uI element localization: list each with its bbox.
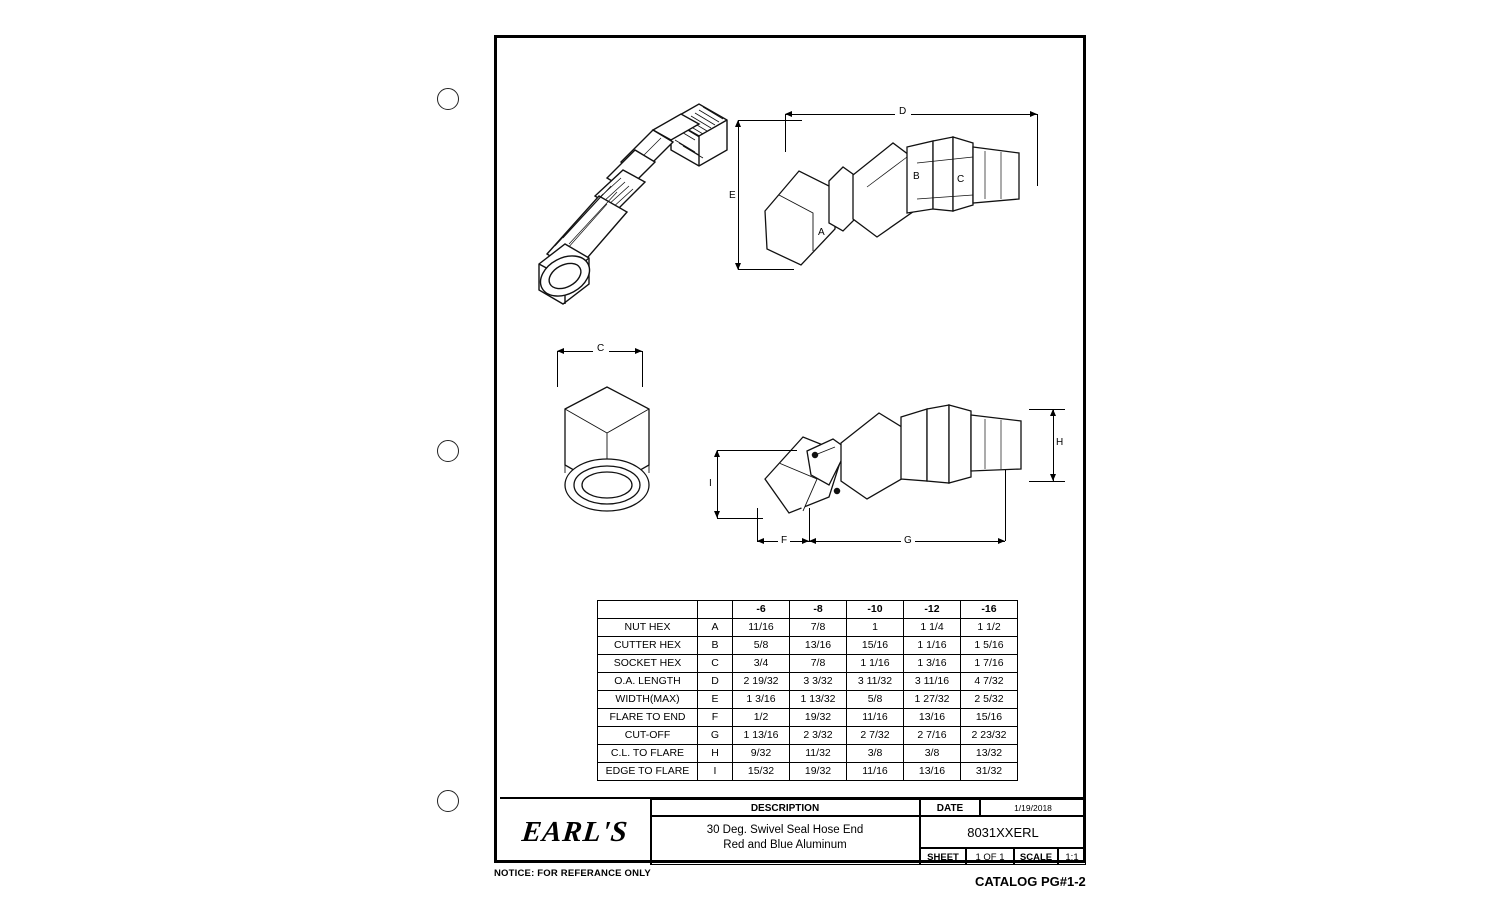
dim-i-arrow-up (714, 450, 720, 457)
table-cell: 3 11/32 (847, 673, 904, 691)
title-block (500, 797, 1086, 863)
dimension-label-h: H (1056, 437, 1064, 448)
table-cell: 1 13/16 (733, 727, 790, 745)
table-cell: 7/8 (790, 655, 847, 673)
dimension-line-d (785, 114, 1037, 115)
dim-c-arrow-left (557, 348, 564, 354)
table-cell: 7/8 (790, 619, 847, 637)
date-header: DATE (920, 799, 980, 816)
dim-h-ext-bottom (1029, 481, 1065, 482)
table-row-code: E (698, 691, 733, 709)
description-header: DESCRIPTION (650, 799, 920, 816)
table-row-code: G (698, 727, 733, 745)
table-cell: 1 7/16 (961, 655, 1018, 673)
table-cell: 13/16 (904, 763, 961, 781)
table-cell: 2 7/32 (847, 727, 904, 745)
dim-g-arrow-right (998, 538, 1005, 544)
end-view (547, 373, 667, 533)
table-cell: 5/8 (733, 637, 790, 655)
table-row-name: SOCKET HEX (598, 655, 698, 673)
table-cell: 15/32 (733, 763, 790, 781)
table-cell: 11/16 (847, 709, 904, 727)
description-line-1: 30 Deg. Swivel Seal Hose End (706, 824, 864, 836)
table-row-code: H (698, 745, 733, 763)
table-cell: 13/16 (904, 709, 961, 727)
table-cell: 15/16 (847, 637, 904, 655)
table-row (598, 709, 1018, 727)
table-cell: 1 1/16 (847, 655, 904, 673)
table-size-header-4: -16 (961, 601, 1018, 619)
dim-f-arrow-left (757, 538, 764, 544)
dim-f-arrow-right (802, 538, 809, 544)
table-cell: 2 5/32 (961, 691, 1018, 709)
table-row-name: CUTTER HEX (598, 637, 698, 655)
table-row (598, 673, 1018, 691)
notice-text: NOTICE: FOR REFERANCE ONLY (494, 868, 651, 879)
scale-header: SCALE (1014, 848, 1058, 865)
table-cell: 19/32 (790, 763, 847, 781)
dim-f-ext-left (757, 508, 758, 541)
table-row (598, 655, 1018, 673)
callout-label-b: B (913, 171, 920, 182)
table-cell: 1 13/32 (790, 691, 847, 709)
table-size-header-1: -8 (790, 601, 847, 619)
table-cell: 2 7/16 (904, 727, 961, 745)
table-header-row (598, 601, 1018, 619)
dim-h-ext-top (1029, 409, 1065, 410)
table-size-header-3: -12 (904, 601, 961, 619)
table-row-name: FLARE TO END (598, 709, 698, 727)
table-cell: 19/32 (790, 709, 847, 727)
table-cell: 1 1/2 (961, 619, 1018, 637)
catalog-page-text: CATALOG PG#1-2 (975, 874, 1086, 889)
dimension-label-c-top: C (593, 343, 609, 354)
table-corner-cell (598, 601, 698, 619)
table-row-name: C.L. TO FLARE (598, 745, 698, 763)
dim-c-ext-left (557, 351, 558, 387)
specification-table (597, 600, 1018, 781)
table-cell: 1 1/4 (904, 619, 961, 637)
table-row-name: CUT-OFF (598, 727, 698, 745)
dim-g-arrow-left (809, 538, 816, 544)
table-cell: 1/2 (733, 709, 790, 727)
table-cell: 1 3/16 (904, 655, 961, 673)
table-cell: 2 23/32 (961, 727, 1018, 745)
table-row (598, 763, 1018, 781)
table-row-name: EDGE TO FLARE (598, 763, 698, 781)
dim-g-ext-right (1005, 470, 1006, 541)
dim-i-ext-bottom (717, 518, 763, 519)
dimension-label-f: F (778, 535, 790, 546)
table-code-header (698, 601, 733, 619)
dim-d-ext-right (1037, 114, 1038, 186)
brand-logo (500, 799, 652, 865)
dim-e-ext-bottom (738, 269, 794, 270)
table-row-code: A (698, 619, 733, 637)
dim-c-ext-right (642, 351, 643, 387)
dimension-line-h (1053, 409, 1054, 481)
dim-h-arrow-down (1050, 474, 1056, 481)
dim-i-ext-top (717, 450, 797, 451)
dim-d-arrow-right (1030, 111, 1037, 117)
table-row-code: F (698, 709, 733, 727)
dim-e-ext-top (738, 120, 802, 121)
dimension-line-i (717, 450, 718, 518)
punch-hole-middle (437, 440, 459, 462)
sheet-header: SHEET (920, 848, 966, 865)
table-cell: 31/32 (961, 763, 1018, 781)
drawing-sheet (494, 35, 1086, 863)
date-value: 1/19/2018 (980, 799, 1086, 816)
side-profile-view (757, 133, 1032, 273)
dim-c-arrow-right (635, 348, 642, 354)
table-row-name: NUT HEX (598, 619, 698, 637)
dimension-line-e (738, 120, 739, 270)
callout-label-c: C (957, 174, 965, 185)
dim-d-arrow-left (785, 111, 792, 117)
table-cell: 13/32 (961, 745, 1018, 763)
table-row-code: I (698, 763, 733, 781)
table-cell: 2 19/32 (733, 673, 790, 691)
table-row (598, 619, 1018, 637)
table-cell: 2 3/32 (790, 727, 847, 745)
table-row (598, 727, 1018, 745)
table-cell: 3/4 (733, 655, 790, 673)
table-row-code: B (698, 637, 733, 655)
isometric-hose-end-illustration (503, 78, 753, 328)
table-cell: 4 7/32 (961, 673, 1018, 691)
table-cell: 1 27/32 (904, 691, 961, 709)
table-row (598, 745, 1018, 763)
table-row-name: WIDTH(MAX) (598, 691, 698, 709)
dimension-label-g: G (901, 535, 915, 546)
description-body (650, 816, 920, 865)
table-cell: 11/16 (733, 619, 790, 637)
table-row (598, 637, 1018, 655)
table-size-header-0: -6 (733, 601, 790, 619)
table-row-code: C (698, 655, 733, 673)
dim-i-arrow-down (714, 511, 720, 518)
callout-label-a: A (818, 227, 825, 238)
table-cell: 3 3/32 (790, 673, 847, 691)
description-line-2: Red and Blue Aluminum (723, 839, 847, 851)
table-row (598, 691, 1018, 709)
table-cell: 3/8 (847, 745, 904, 763)
table-cell: 1 5/16 (961, 637, 1018, 655)
table-cell: 1 (847, 619, 904, 637)
table-cell: 5/8 (847, 691, 904, 709)
table-size-header-2: -10 (847, 601, 904, 619)
punch-hole-bottom (437, 790, 459, 812)
table-cell: 9/32 (733, 745, 790, 763)
dim-e-arrow-up (735, 120, 741, 127)
table-cell: 3/8 (904, 745, 961, 763)
table-cell: 15/16 (961, 709, 1018, 727)
table-cell: 13/16 (790, 637, 847, 655)
table-cell: 11/32 (790, 745, 847, 763)
dim-f-ext-right (809, 508, 810, 541)
dimension-label-e: E (729, 190, 736, 201)
dimension-label-d: D (895, 106, 911, 117)
table-row-name: O.A. LENGTH (598, 673, 698, 691)
section-view (755, 393, 1035, 533)
punch-hole-top (437, 88, 459, 110)
table-cell: 1 3/16 (733, 691, 790, 709)
table-cell: 1 1/16 (904, 637, 961, 655)
table-row-code: D (698, 673, 733, 691)
dimension-label-i: I (709, 478, 713, 489)
table-cell: 11/16 (847, 763, 904, 781)
sheet-value: 1 OF 1 (966, 848, 1014, 865)
scale-value: 1:1 (1058, 848, 1086, 865)
brand-name: EARL'S (520, 815, 630, 848)
table-cell: 3 11/16 (904, 673, 961, 691)
dim-h-arrow-up (1050, 409, 1056, 416)
part-number: 8031XXERL (920, 816, 1086, 848)
